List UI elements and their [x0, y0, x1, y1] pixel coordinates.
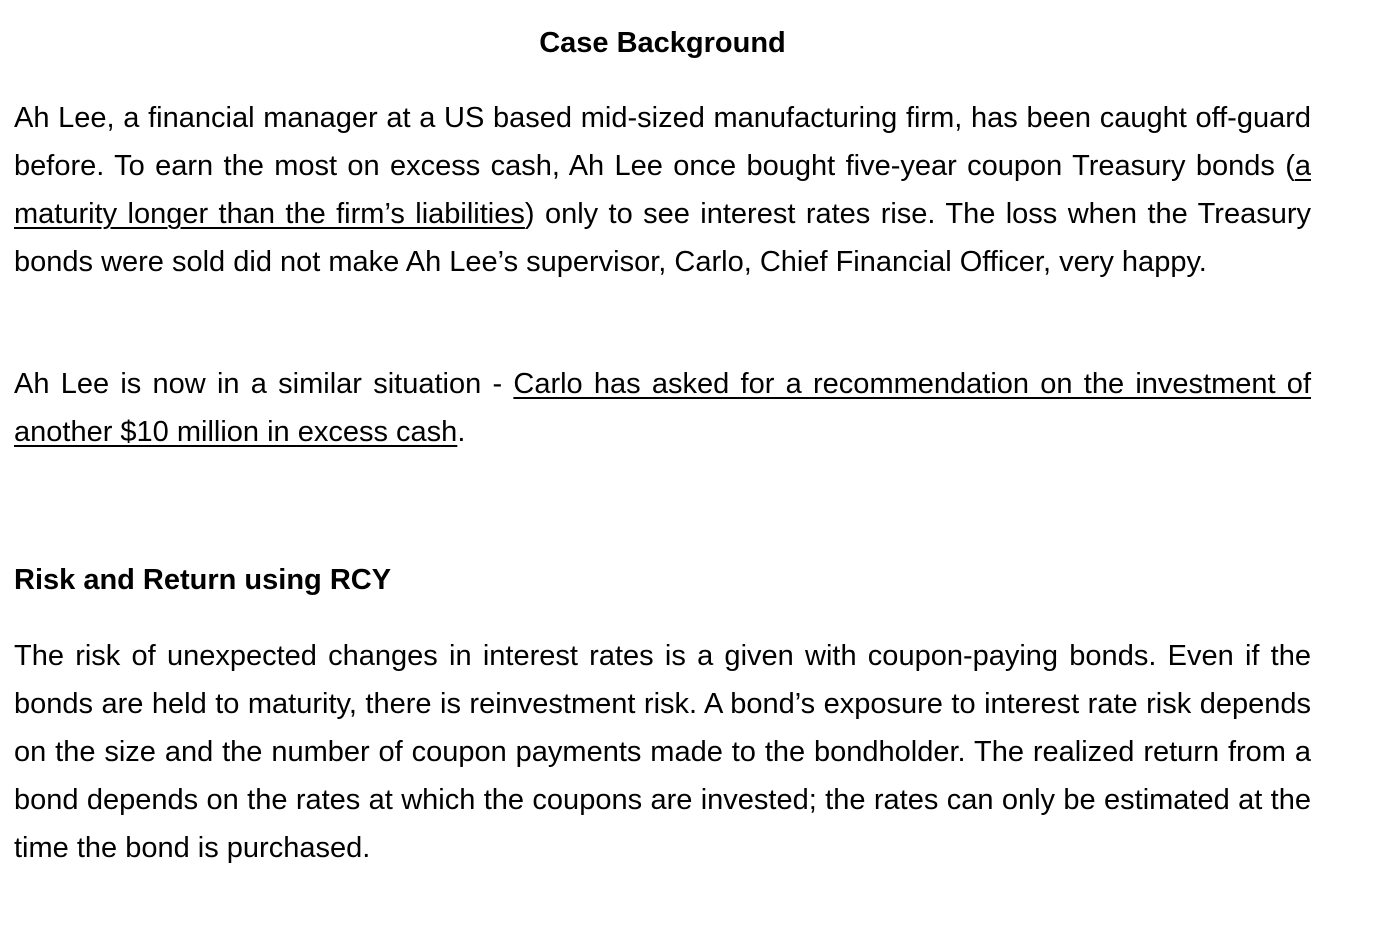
risk-return-paragraph: The risk of unexpected changes in interest rates is a given with coupon-paying bonds. Even if the bonds are held to maturity, there is reinvestment risk. A bond’s exposure to interest rate risk depends on the size and the number of coupon payments made to the bondholder. The realized return from a bond depends on the rates at which the coupons are invested; the rates can only be estimated at the time the bond is purchased. — [14, 640, 1311, 864]
case-background-title: Case Background — [539, 27, 786, 59]
paragraph-1-underlined-text: a maturity longer than the firm’s liabilities — [14, 150, 1311, 230]
paragraph-1-text-start: Ah Lee, a financial manager at a US based mid-sized manufacturing firm, has been caught off-guard before. To earn the most on excess cash, Ah Lee once bought five-year coupon Treasury bonds ( — [14, 102, 1311, 182]
risk-return-heading: Risk and Return using RCY — [14, 564, 392, 596]
paragraph-2-underlined-text: Carlo has asked for a recommendation on the investment of another $10 million in excess cash — [14, 368, 1311, 448]
paragraph-2-text-end: . — [457, 416, 466, 448]
paragraph-1-text-end: ) only to see interest rates rise. The loss when the Treasury bonds were sold did not make Ah Lee’s supervisor, Carlo, Chief Financial Officer, very happy. — [14, 198, 1311, 278]
case-background-paragraph-2 — [14, 360, 1311, 456]
case-background-paragraph-1 — [14, 94, 1311, 286]
paragraph-2-text-start: Ah Lee is now in a similar situation - — [14, 368, 514, 400]
